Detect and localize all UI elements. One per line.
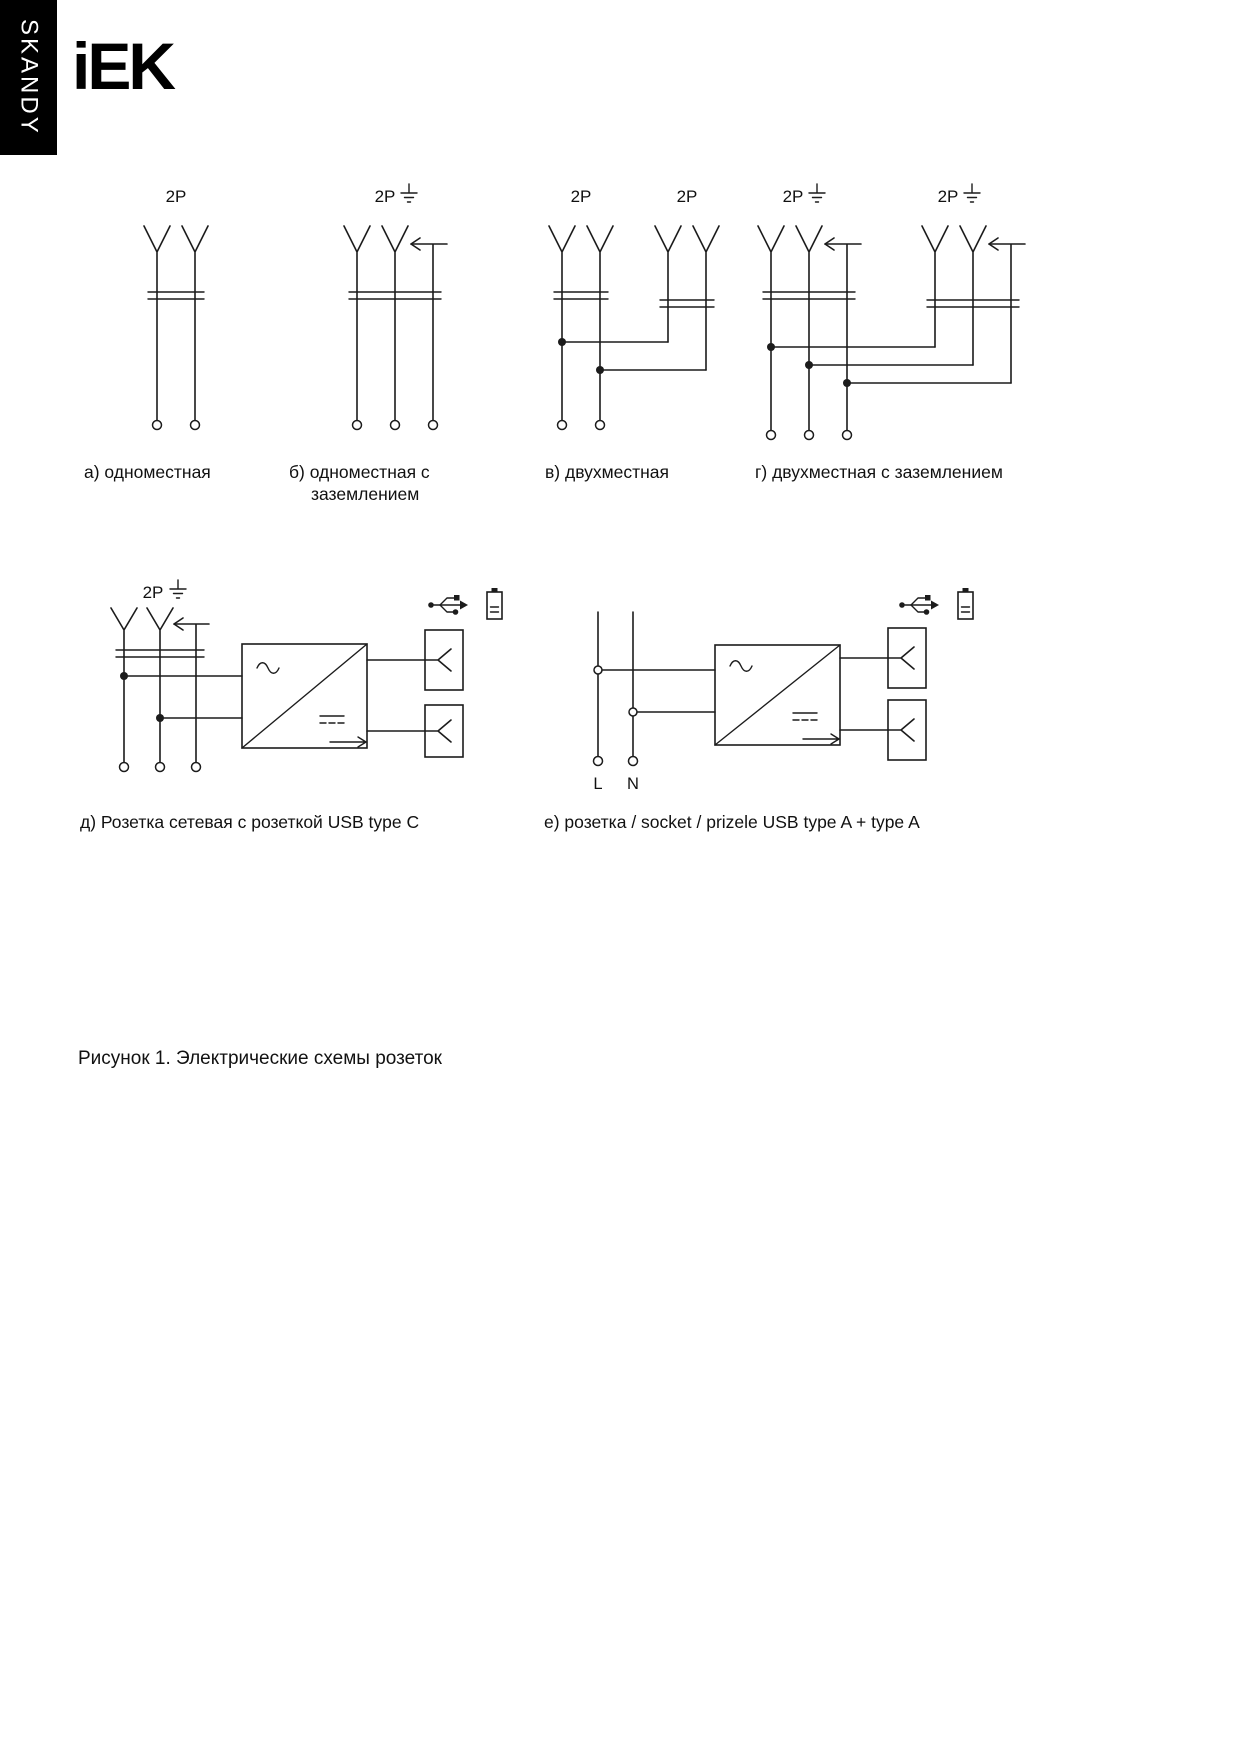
terminal-L — [594, 757, 603, 766]
figure-caption: Рисунок 1. Электрические схемы розеток — [78, 1048, 442, 1069]
diagram-a-caption: а) одноместная — [84, 462, 211, 482]
diagram-a-schematic — [80, 182, 300, 462]
diagram-b-caption — [289, 462, 430, 506]
acdc-converter-box — [242, 644, 367, 748]
series-label: SKANDY — [15, 19, 43, 136]
terminal-earth — [192, 763, 201, 772]
terminal-N — [629, 757, 638, 766]
junction-dot-2 — [596, 366, 604, 374]
diagram-a — [80, 182, 300, 467]
usb-socket-1 — [888, 628, 926, 688]
diagram-b-caption-line1: б) одноместная с — [289, 462, 430, 482]
diagram-b-schematic — [325, 182, 495, 462]
output-arrow-icon — [330, 737, 366, 747]
dc-symbol-icon — [320, 716, 344, 723]
earth-icon-right — [964, 184, 980, 202]
diagram-v — [540, 182, 750, 467]
pole-count-label-left: 2P — [570, 187, 592, 206]
pole-count-label: 2P — [374, 187, 396, 206]
right-contact-wire-1 — [922, 226, 948, 347]
earth-wire — [174, 624, 209, 762]
junction-dot-2 — [156, 714, 164, 722]
earth-icon-left — [809, 184, 825, 202]
diagram-g-caption: г) двухместная с заземлением — [755, 462, 1003, 482]
terminal-earth — [429, 421, 438, 430]
terminal-1 — [153, 421, 162, 430]
line-label: L — [593, 775, 603, 793]
terminal-2 — [391, 421, 400, 430]
neutral-label: N — [627, 775, 639, 793]
diagram-d — [75, 578, 505, 813]
diagram-b — [325, 182, 495, 467]
diagram-e-caption: е) розетка / socket / prizele USB type A + type A — [544, 812, 920, 832]
usb-icon — [899, 595, 939, 615]
diagram-e — [538, 578, 988, 823]
left-contact-wire-2 — [587, 226, 613, 420]
series-tab — [0, 0, 57, 155]
diagram-g-schematic — [748, 182, 1048, 472]
junction-dot-1 — [767, 343, 775, 351]
terminal-1 — [558, 421, 567, 430]
diagram-d-schematic — [75, 578, 505, 808]
acdc-converter-box — [715, 645, 840, 745]
earth-icon — [170, 580, 186, 598]
junction-dot-1 — [558, 338, 566, 346]
tap-terminal-1 — [594, 666, 602, 674]
diagram-v-schematic — [540, 182, 750, 462]
pole-count-label: 2P — [165, 187, 187, 206]
earth-icon — [401, 184, 417, 202]
junction-dot-1 — [120, 672, 128, 680]
pole-count-label-right: 2P — [676, 187, 698, 206]
brand-logo: iEK — [72, 29, 174, 103]
battery-icon — [487, 588, 502, 619]
contact-wire-2 — [382, 226, 408, 420]
output-arrow-icon — [803, 734, 839, 744]
battery-icon — [958, 588, 973, 619]
terminal-earth — [843, 431, 852, 440]
converter-diagonal — [715, 645, 840, 745]
ac-sine-icon — [730, 661, 752, 672]
converter-diagonal — [242, 644, 367, 748]
contact-wire-1 — [144, 226, 170, 420]
pole-count-label-left: 2P — [782, 187, 804, 206]
diagram-b-caption-line2: заземлением — [311, 483, 420, 504]
terminal-2 — [805, 431, 814, 440]
terminal-2 — [596, 421, 605, 430]
diagram-e-schematic — [538, 578, 988, 818]
usb-icon — [428, 595, 468, 615]
usb-socket-2 — [425, 705, 463, 757]
terminal-1 — [767, 431, 776, 440]
terminal-1 — [120, 763, 129, 772]
diagram-v-caption: в) двухместная — [545, 462, 670, 482]
right-contact-wire-1 — [655, 226, 681, 342]
pole-count-label: 2P — [142, 583, 164, 602]
usb-socket-2 — [888, 700, 926, 760]
right-contact-wire-2 — [693, 226, 719, 370]
pole-count-label-right: 2P — [937, 187, 959, 206]
junction-dot-2 — [805, 361, 813, 369]
terminal-2 — [156, 763, 165, 772]
terminal-2 — [191, 421, 200, 430]
right-earth-wire — [989, 244, 1025, 383]
left-contact-wire-1 — [549, 226, 575, 420]
left-contact-wire-2 — [796, 226, 822, 430]
diagram-g — [748, 182, 1048, 477]
usb-socket-1 — [425, 630, 463, 690]
earth-wire — [411, 244, 447, 420]
dc-symbol-icon — [793, 713, 817, 720]
terminal-1 — [353, 421, 362, 430]
ac-sine-icon — [257, 663, 279, 674]
diagram-d-caption: д) Розетка сетевая с розеткой USB type C — [80, 812, 420, 832]
contact-wire-2 — [182, 226, 208, 420]
contact-wire-2 — [147, 608, 173, 762]
tap-terminal-2 — [629, 708, 637, 716]
left-contact-wire-1 — [758, 226, 784, 430]
junction-dot-3 — [843, 379, 851, 387]
contact-wire-1 — [344, 226, 370, 420]
left-earth-wire — [825, 244, 861, 430]
contact-wire-1 — [111, 608, 137, 762]
right-contact-wire-2 — [960, 226, 986, 365]
